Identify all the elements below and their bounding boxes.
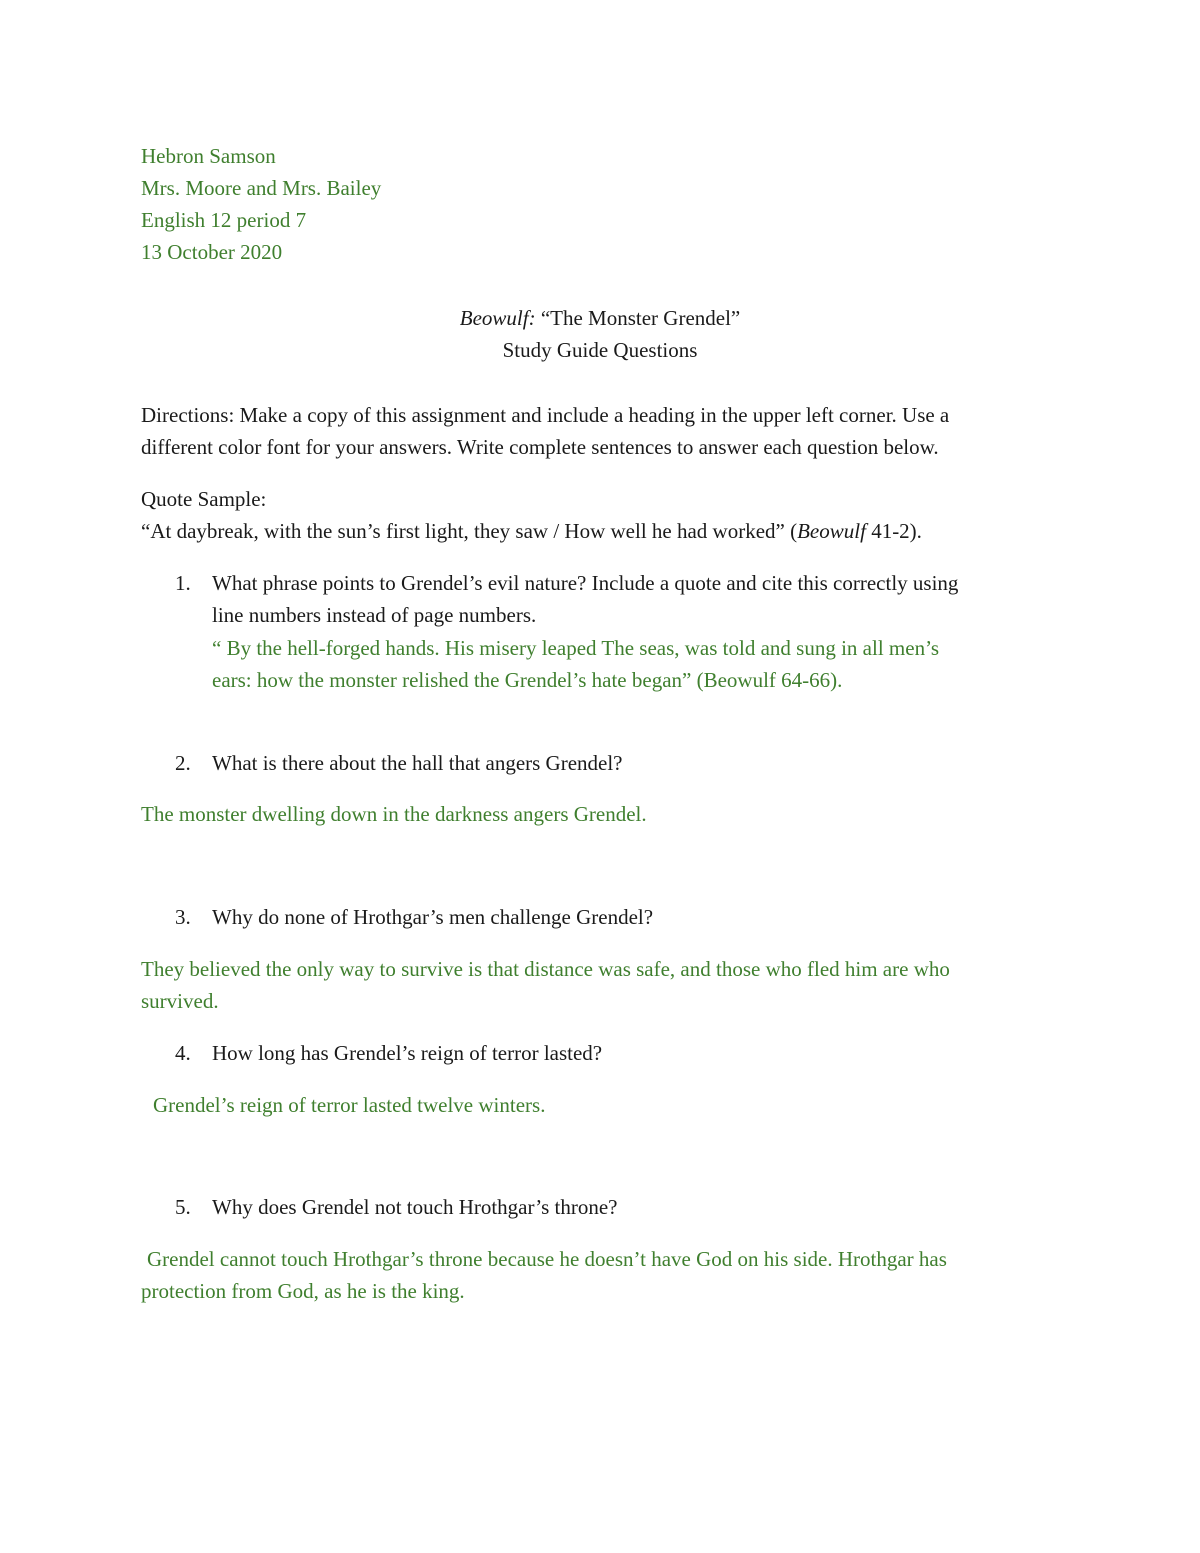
date-line: 13 October 2020 <box>141 240 283 264</box>
student-name: Hebron Samson <box>141 144 276 168</box>
directions-line-1: Directions: Make a copy of this assignment and include a heading in the upper left corner. Use a <box>141 403 950 427</box>
answer-5-line-2: protection from God, as he is the king. <box>141 1279 465 1303</box>
question-number: 3. <box>175 905 191 929</box>
directions-line-2: different color font for your answers. Write complete sentences to answer each question below. <box>141 435 939 459</box>
question-4-text: How long has Grendel’s reign of terror lasted? <box>212 1041 603 1065</box>
title-rest: “The Monster Grendel” <box>535 306 741 330</box>
question-1-line-1: What phrase points to Grendel’s evil nature? Include a quote and cite this correctly using <box>212 571 959 595</box>
document-title <box>0 303 1200 333</box>
question-number: 2. <box>175 751 191 775</box>
question-number: 4. <box>175 1041 191 1065</box>
question-number: 1. <box>175 571 191 595</box>
class-period: English 12 period 7 <box>141 208 307 232</box>
question-2-text: What is there about the hall that angers Grendel? <box>212 751 623 775</box>
quote-sample-label: Quote Sample: <box>141 487 267 511</box>
document-subtitle: Study Guide Questions <box>502 338 698 362</box>
answer-1-line-2: ears: how the monster relished the Grendel’s hate began” (Beowulf 64-66). <box>212 668 843 692</box>
teacher-names: Mrs. Moore and Mrs. Bailey <box>141 176 382 200</box>
question-5-text: Why does Grendel not touch Hrothgar’s throne? <box>212 1195 618 1219</box>
answer-2: The monster dwelling down in the darkness angers Grendel. <box>141 802 647 826</box>
quote-text: “At daybreak, with the sun’s first light, they saw / How well he had worked” ( <box>141 519 798 543</box>
question-number: 5. <box>175 1195 191 1219</box>
answer-3-line-2: survived. <box>141 989 219 1013</box>
title-italic: Beowulf: <box>459 306 536 330</box>
question-1-line-2: line numbers instead of page numbers. <box>212 603 537 627</box>
quote-cite-lines: 41-2). <box>865 519 922 543</box>
answer-3-line-1: They believed the only way to survive is that distance was safe, and those who fled him are who <box>141 957 950 981</box>
quote-cite-title: Beowulf <box>797 519 866 543</box>
answer-4: Grendel’s reign of terror lasted twelve winters. <box>153 1093 546 1117</box>
question-3-text: Why do none of Hrothgar’s men challenge Grendel? <box>212 905 654 929</box>
quote-sample <box>141 516 922 546</box>
answer-5-line-1: Grendel cannot touch Hrothgar’s throne because he doesn’t have God on his side. Hrothgar has <box>147 1247 947 1271</box>
answer-1-line-1: “ By the hell-forged hands. His misery leaped The seas, was told and sung in all men’s <box>212 636 940 660</box>
